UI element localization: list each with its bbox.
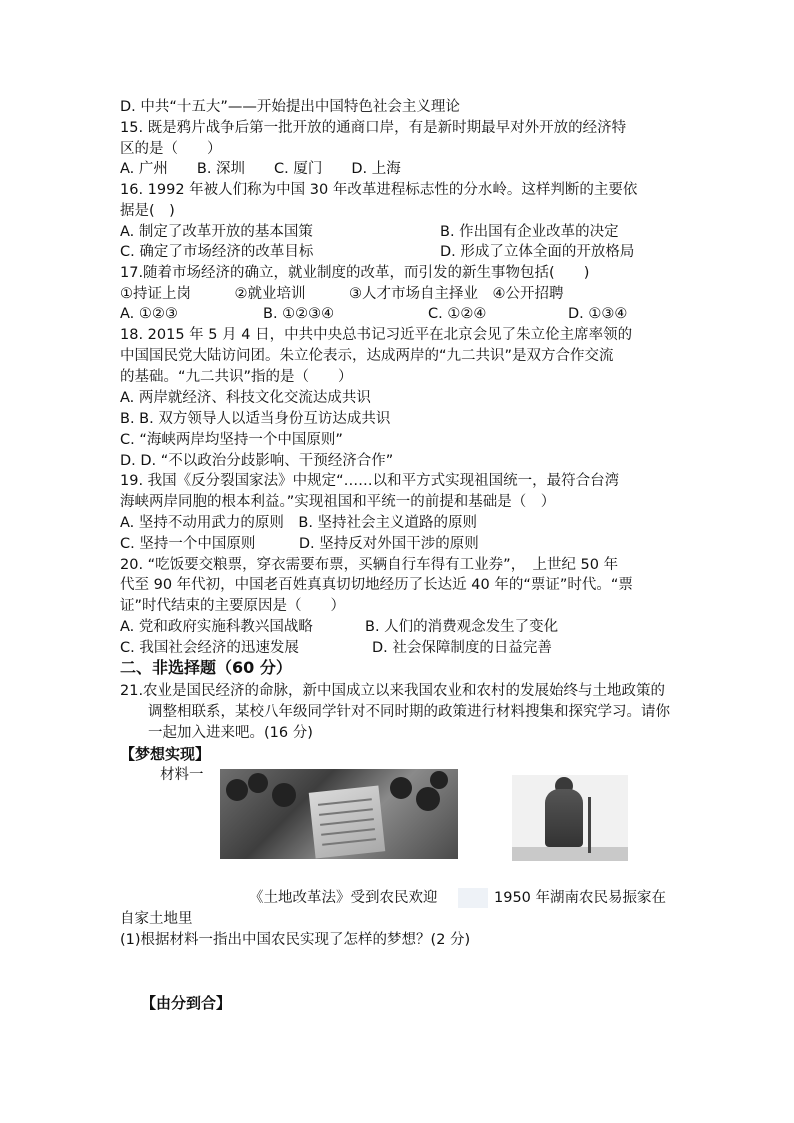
subquestion-1: (1)根据材料一指出中国农民实现了怎样的梦想？(2 分)	[120, 932, 471, 948]
option-19-cd: C. 坚持一个中国原则 D. 坚持反对外国干涉的原则	[120, 536, 479, 552]
question-16: 16. 1992 年被人们称为中国 30 年改革进程标志性的分水岭。这样判断的主要依	[120, 182, 638, 198]
option-17-c: C. ①②④	[428, 306, 487, 322]
option-17-d: D. ①③④	[568, 306, 628, 322]
option-18-a: A. 两岸就经济、科技文化交流达成共识	[120, 390, 371, 406]
option-line: D. 中共“十五大”——开始提出中国特色社会主义理论	[120, 99, 460, 115]
question-19-cont: 海峡两岸同胞的根本利益。”实现祖国和平统一的前提和基础是（ ）	[120, 494, 556, 510]
subsection-heading-2: 【由分到合】	[141, 994, 232, 1012]
question-19: 19. 我国《反分裂国家法》中规定“……以和平方式实现祖国统一，最符合台湾	[120, 473, 620, 489]
photo-caption-1: 《土地改革法》受到农民欢迎	[249, 890, 438, 906]
option-20-a: A. 党和政府实施科教兴国战略	[120, 619, 313, 635]
farmer-photo	[512, 775, 628, 861]
option-16-d: D. 形成了立体全面的开放格局	[440, 244, 635, 260]
question-15-options: A. 广州 B. 深圳 C. 厦门 D. 上海	[120, 161, 401, 177]
question-15: 15. 既是鸦片战争后第一批开放的通商口岸，有是新时期最早对外开放的经济特	[120, 120, 627, 136]
question-21: 21.农业是国民经济的命脉，新中国成立以来我国农业和农村的发展始终与土地政策的	[120, 683, 666, 699]
question-18: 18. 2015 年 5 月 4 日，中共中央总书记习近平在北京会见了朱立伦主席率领的	[120, 327, 633, 343]
question-16-cont: 据是( )	[120, 203, 175, 219]
question-20: 20. “吃饭要交粮票，穿衣需要布票，买辆自行车得有工业券”， 上世纪 50 年	[120, 557, 619, 573]
option-18-b: B. B. 双方领导人以适当身份互访达成共识	[120, 411, 391, 427]
land-reform-photo	[220, 769, 458, 859]
option-19-ab: A. 坚持不动用武力的原则 B. 坚持社会主义道路的原则	[120, 515, 478, 531]
photo-caption-2-cont: 自家土地里	[120, 911, 193, 927]
question-18-cont2: 的基础。“九二共识”指的是（ ）	[120, 369, 353, 385]
question-21-cont: 调整相联系，某校八年级同学针对不同时期的政策进行材料搜集和探究学习。请你	[148, 704, 670, 720]
option-16-a: A. 制定了改革开放的基本国策	[120, 224, 313, 240]
option-17-b: B. ①②③④	[263, 306, 335, 322]
question-20-cont: 代至 90 年代初，中国老百姓真真切切地经历了长达近 40 年的“票证”时代。“票	[120, 577, 633, 593]
caption-highlight	[458, 888, 488, 908]
option-17-a: A. ①②③	[120, 306, 178, 322]
option-20-b: B. 人们的消费观念发生了变化	[365, 619, 559, 635]
option-16-c: C. 确定了市场经济的改革目标	[120, 244, 314, 260]
photo-caption-2: 1950 年湖南农民易振家在	[494, 890, 667, 906]
question-20-cont2: 证”时代结束的主要原因是（ ）	[120, 598, 346, 614]
option-20-c: C. 我国社会经济的迅速发展	[120, 640, 299, 656]
material-label: 材料一	[160, 767, 204, 783]
section-heading: 二、非选择题（60 分）	[120, 658, 292, 677]
question-17-items: ①持证上岗 ②就业培训 ③人才市场自主择业 ④公开招聘	[120, 286, 564, 302]
subsection-heading: 【梦想实现】	[120, 745, 211, 763]
question-18-cont: 中国国民党大陆访问团。朱立伦表示，达成两岸的“九二共识”是双方合作交流	[120, 348, 614, 364]
option-16-b: B. 作出国有企业改革的决定	[440, 224, 619, 240]
option-18-c: C. “海峡两岸均坚持一个中国原则”	[120, 432, 343, 448]
question-21-cont2: 一起加入进来吧。(16 分)	[148, 725, 313, 741]
option-20-d: D. 社会保障制度的日益完善	[372, 640, 552, 656]
question-17: 17.随着市场经济的确立，就业制度的改革，而引发的新生事物包括( )	[120, 265, 590, 281]
question-15-cont: 区的是（ ）	[120, 141, 222, 157]
option-18-d: D. D. “不以政治分歧影响、干预经济合作”	[120, 453, 394, 469]
